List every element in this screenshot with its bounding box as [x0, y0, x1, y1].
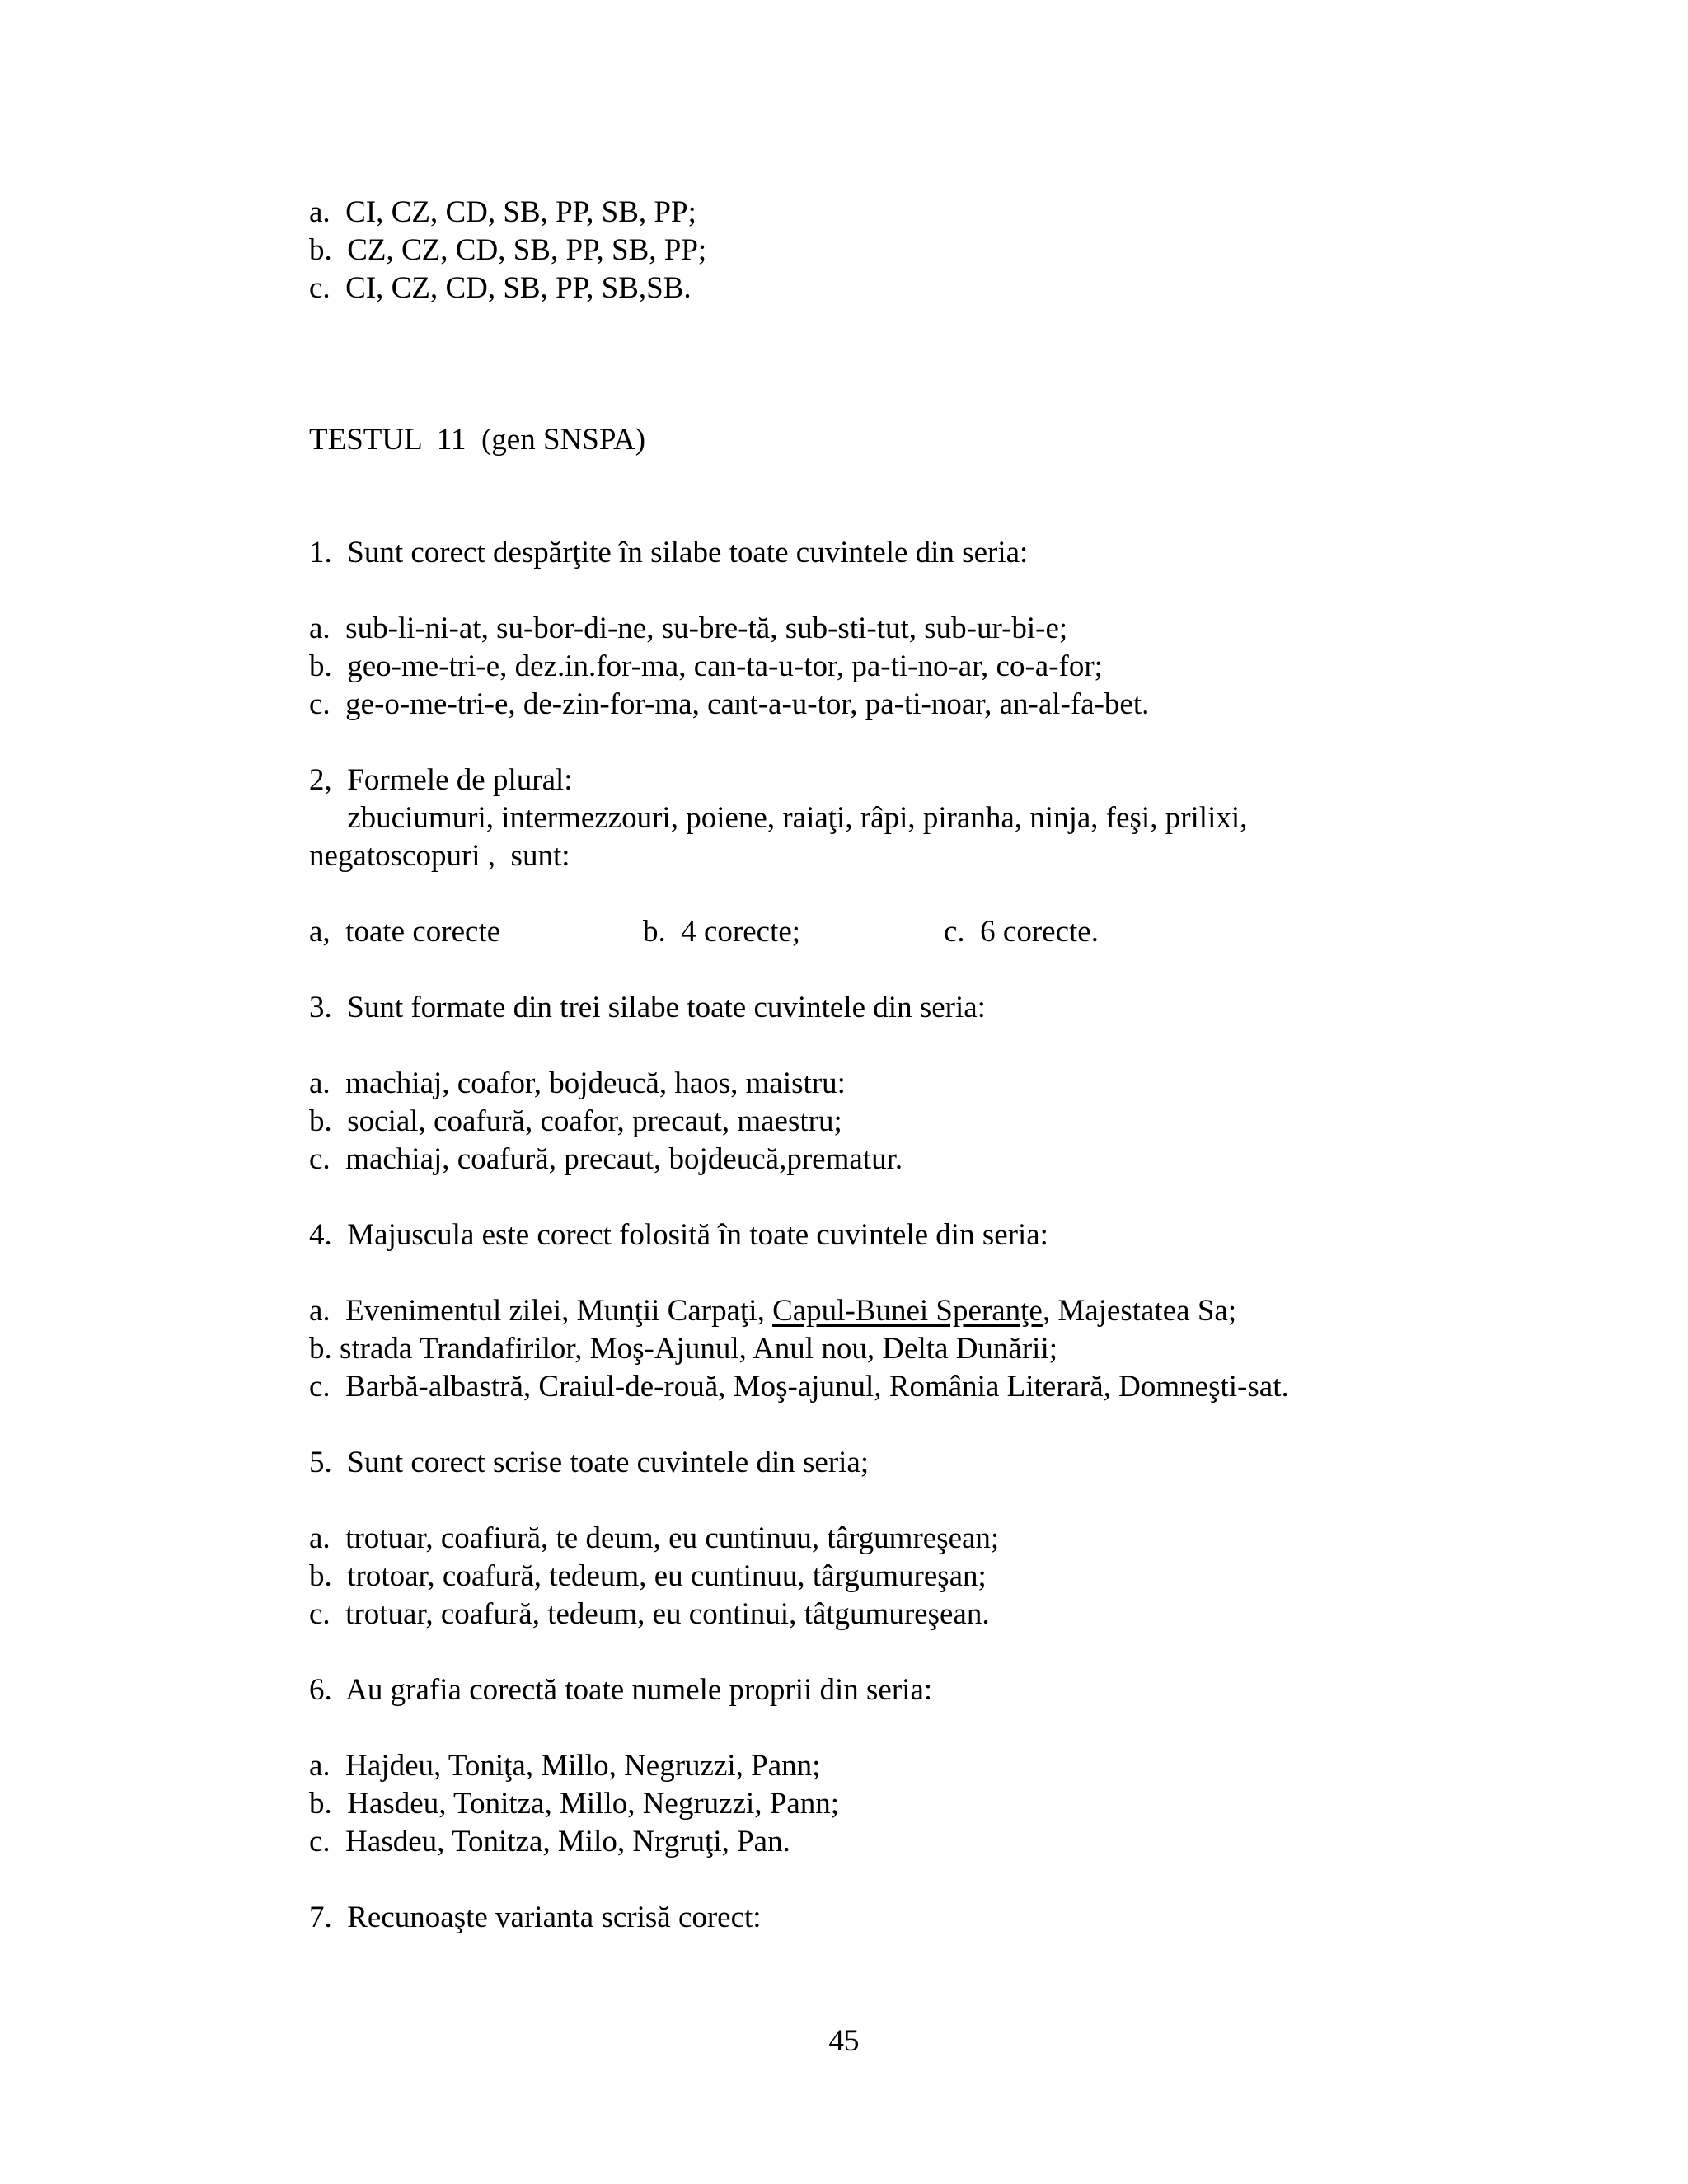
- page-number: 45: [828, 2024, 860, 2058]
- question-1-text: 1. Sunt corect despărţite în silabe toate cuvintele din seria:: [309, 536, 1029, 569]
- question-4-option-a-end: , Majestatea Sa;: [1042, 1294, 1237, 1328]
- question-3-option-a: a. machiaj, coafor, bojdeucă, haos, maistru:: [309, 1066, 846, 1100]
- question-3-option-c: c. machiaj, coafură, precaut, bojdeucă,prematur.: [309, 1142, 903, 1176]
- question-4-option-b: b. strada Trandafirilor, Moş-Ajunul, Anul nou, Delta Dunării;: [309, 1332, 1057, 1366]
- question-4-option-a: [309, 1293, 1236, 1329]
- question-7-text: 7. Recunoaşte varianta scrisă corect:: [309, 1900, 762, 1934]
- question-6-option-c: c. Hasdeu, Tonitza, Milo, Nrgruţi, Pan.: [309, 1825, 790, 1858]
- question-6-option-b: b. Hasdeu, Tonitza, Millo, Negruzzi, Pann;: [309, 1787, 840, 1821]
- question-4-option-a-underlined: Capul-Bunei Speranţe: [772, 1294, 1043, 1328]
- question-2-option-b: b. 4 corecte;: [643, 915, 801, 949]
- question-4-text: 4. Majuscula este corect folosită în toate cuvintele din seria:: [309, 1218, 1048, 1252]
- question-2-word-list-end: negatoscopuri , sunt:: [309, 839, 570, 873]
- prev-option-c: c. CI, CZ, CD, SB, PP, SB,SB.: [309, 271, 692, 305]
- question-2-option-a: a, toate corecte: [309, 915, 501, 949]
- question-4-option-c: c. Barbă-albastră, Craiul-de-rouă, Moş-ajunul, România Literară, Domneşti-sat.: [309, 1370, 1289, 1404]
- question-5-text: 5. Sunt corect scrise toate cuvintele din seria;: [309, 1446, 870, 1479]
- question-5-option-a: a. trotuar, coafiură, te deum, eu cuntinuu, târgumreşean;: [309, 1521, 1000, 1555]
- question-2-option-c: c. 6 corecte.: [944, 915, 1099, 949]
- question-3-option-b: b. social, coafură, coafor, precaut, maestru;: [309, 1104, 842, 1138]
- question-5-option-c: c. trotuar, coafură, tedeum, eu continui, tâtgumureşean.: [309, 1597, 990, 1631]
- question-6-option-a: a. Hajdeu, Toniţa, Millo, Negruzzi, Pann;: [309, 1749, 821, 1783]
- test-title: TESTUL 11 (gen SNSPA): [309, 423, 646, 457]
- prev-option-a: a. CI, CZ, CD, SB, PP, SB, PP;: [309, 195, 696, 229]
- question-1-option-b: b. geo-me-tri-e, dez.in.for-ma, can-ta-u-tor, pa-ti-no-ar, co-a-for;: [309, 649, 1103, 683]
- question-5-option-b: b. trotoar, coafură, tedeum, eu cuntinuu, târgumureşan;: [309, 1559, 987, 1593]
- question-2-text: 2, Formele de plural:: [309, 763, 573, 797]
- question-6-text: 6. Au grafia corectă toate numele proprii din seria:: [309, 1673, 933, 1707]
- question-3-text: 3. Sunt formate din trei silabe toate cuvintele din seria:: [309, 991, 986, 1024]
- prev-option-b: b. CZ, CZ, CD, SB, PP, SB, PP;: [309, 233, 707, 267]
- question-4-option-a-start: a. Evenimentul zilei, Munţii Carpaţi,: [309, 1294, 773, 1328]
- question-1-option-a: a. sub-li-ni-at, su-bor-di-ne, su-bre-tă, sub-sti-tut, sub-ur-bi-e;: [309, 612, 1068, 645]
- question-1-option-c: c. ge-o-me-tri-e, de-zin-for-ma, cant-a-u-tor, pa-ti-noar, an-al-fa-bet.: [309, 687, 1150, 721]
- question-2-word-list: zbuciumuri, intermezzouri, poiene, raiaţi, râpi, piranha, ninja, feşi, prilixi,: [309, 801, 1248, 835]
